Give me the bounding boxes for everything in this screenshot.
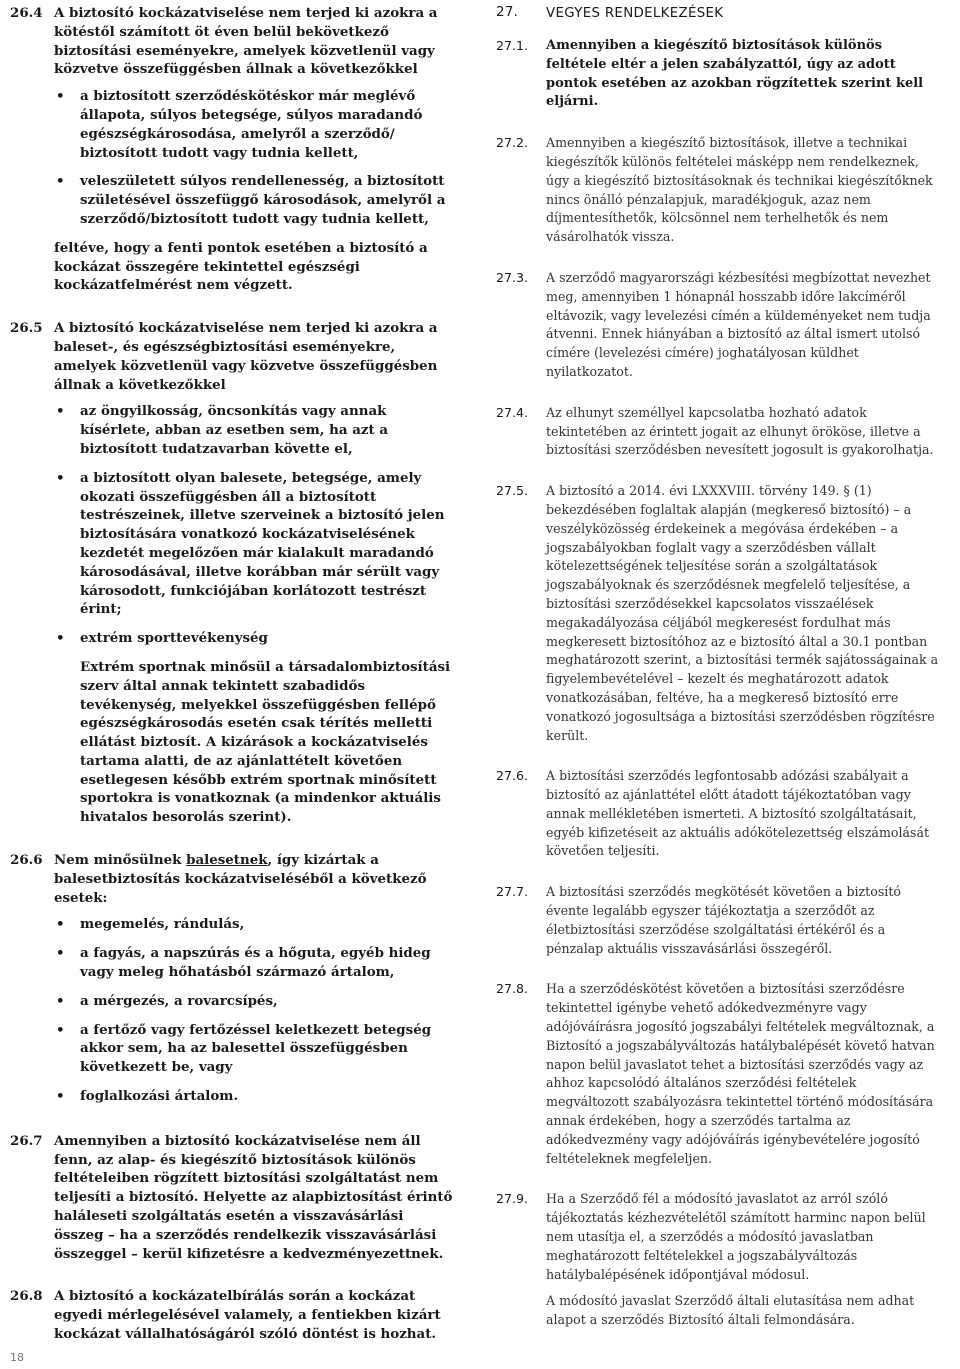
section-number: 26.8: [10, 1288, 43, 1305]
bullet-icon: •: [56, 469, 65, 486]
right-sections: [496, 37, 941, 1338]
bullet-icon: •: [56, 1088, 65, 1105]
bullet-icon: •: [56, 88, 65, 105]
bullet-icon: •: [56, 916, 65, 933]
section-26-4: [10, 4, 455, 303]
section-number: 27.6.: [496, 768, 529, 784]
list-item: • megemelés, rándulás,: [56, 916, 245, 933]
bullet-icon: •: [56, 1021, 65, 1038]
chapter-number: 27.: [496, 5, 519, 20]
paragraph: Amennyiben a kiegészítő biztosítások, illetve a technikai kiegészítők különös feltételei másképp nem rendelkeznek, úgy a kiegészítő biztosításoknak és technikai kiegészítőknek nincs önálló pénzalapjuk, maradékjoguk, azaz nem díjmentesíthetők, kölcsönnel nem terhelhetők és nem vásárolhatók vissza.: [546, 135, 933, 245]
list-item: • extrém sporttevékenység: [56, 630, 268, 647]
section-number: 26.4: [10, 5, 43, 21]
section-body: [54, 4, 455, 303]
paragraph: Ha a szerződéskötést követően a biztosítási szerződésre tekintettel igénybe vehető adókedvezményre vagy adójóváírásra jogosító jogszabályi feltételek megváltoznak, a Biztosító a jogszabályváltozás hatálybalépését követő hatvan napon belül javaslatot tehet a biztosítási szerződés vagy az ahhoz kapcsolódó általános szerződési feltételek megváltozott szabályozásra tekintettel történő módosítására annak érdekében, hogy a szerződés tartalma az adókedvezmény vagy adójóváírás igénybevételére jogosító feltételeknek megfeleljen.: [546, 981, 935, 1166]
section-body: [546, 767, 941, 869]
chapter-title: VEGYES RENDELKEZÉSEK: [546, 6, 724, 21]
paragraph: Az elhunyt személlyel kapcsolatba hozható adatok tekintetében az érintett jogait az elhunyt örököse, illetve a biztosítási szerződésben nevesített jogosult is gyakorolhatja.: [546, 404, 934, 458]
section-number: 27.8.: [496, 981, 529, 997]
section-26-7: [10, 1132, 455, 1272]
section-number: 27.9.: [496, 1191, 529, 1207]
section-body: [54, 319, 455, 835]
section-body: [546, 134, 941, 255]
paragraph: A módosító javaslat Szerződő általi elutasítása nem adhat alapot a szerződés Biztosító általi felmondására.: [546, 1293, 915, 1328]
section-body: [546, 404, 941, 468]
section-number: 26.6: [10, 852, 43, 869]
list-item: • veleszületett súlyos rendellenesség, a biztosított születésével összefüggő károsodások, amelyről a szerződő/biztosított tudott vagy tudnia kellett,: [56, 173, 446, 227]
bullet-icon: •: [56, 173, 65, 190]
underlined-term: balesetnek: [186, 852, 268, 869]
bullet-list: [54, 87, 455, 229]
section-27-1: [496, 37, 941, 120]
extreme-sport-note: Extrém sportnak minősül a társadalombiztosítási szerv által annak tekintett szabadidős tevékenység, melyekkel összefüggésben fellépő egészségkárosodás esetén csak térítés melletti ellátást biztosít. A kizárások a kockázatviselés tartama alatti, de az ajánlattételt követően esetlegesen később extrém sportnak minősített sportokra is vonatkoznak (a mindenkor aktuális hivatalos besorolás szerint).: [80, 658, 451, 826]
section-intro: Nem minősülnek balesetnek, így kizártak a balesetbiztosítás kockázatviseléséből a következő esetek:: [54, 852, 427, 906]
list-item: • a biztosított szerződéskötéskor már meglévő állapota, súlyos betegsége, súlyos maradandó egészségkárosodása, amelyről a szerződő/ biztosított tudott vagy tudnia kellett,: [56, 88, 423, 161]
section-27-2: [496, 134, 941, 255]
section-intro: A biztosító kockázatviselése nem terjed ki azokra a kötéstől számított öt éven belül bekövetkező biztosítási eseményekre, amelyek közvetlenül vagy közvetve összefüggésben állnak a következőkkel: [54, 5, 438, 78]
section-27-8: [496, 980, 941, 1176]
section-27-4: [496, 404, 941, 468]
section-26-6: [10, 851, 455, 1116]
bullet-list: [54, 915, 455, 1105]
list-item: • a biztosított olyan balesete, betegsége, amely okozati összefüggésben áll a biztosított testrészeinek, illetve szerveinek a biztosító jelen biztosítására vonatkozó kockázatviselésének kezdetét megelőzően már kialakult maradandó károsodásával, illetve korábban már sérült vagy károsodott, funkciójában korlátozott testrészt érint;: [56, 469, 445, 618]
section-body: [546, 1190, 941, 1338]
section-body: [546, 980, 941, 1176]
section-intro: A biztosító kockázatviselése nem terjed ki azokra a baleset-, és egészségbiztosítási eseményekre, amelyek közvetlenül vagy közvetve összefüggésben állnak a következőkkel: [54, 320, 438, 393]
bullet-icon: •: [56, 630, 65, 647]
section-number: 27.1.: [496, 38, 529, 53]
section-27-5: [496, 482, 941, 753]
section-number: 27.2.: [496, 135, 529, 151]
paragraph: Amennyiben a kiegészítő biztosítások különös feltétele eltér a jelen szabályzattól, úgy az adott pontok esetében az azokban rögzítettek szerint kell eljárni.: [546, 38, 924, 110]
list-item: • a fertőző vagy fertőzéssel keletkezett betegség akkor sem, ha az balesettel összefüggésben következett be, vagy: [56, 1021, 432, 1076]
right-column: [496, 4, 941, 1352]
paragraph: A biztosító a 2014. évi LXXXVIII. törvény 149. § (1) bekezdésében foglaltak alapján (megkereső biztosító) – a veszélyközösség érdekeinek a megóvása érdekében – a jogszabályokban foglalt vagy a szerződésben vállalt kötelezettségének teljesítése során a szolgáltatások jogszabályoknak és szerződésnek megfelelő teljesítése, a biztosítási szerződésekkel kapcsolatos visszaélések megakadályozása céljából megkeresést fordulhat más megkeresett biztosítóhoz az e biztosító által a 30.1 pontban meghatározott szerint, a biztosítási termék sajátosságainak a figyelembevételével – kezelt és meghatározott adatok vonatkozásában, feltéve, ha a megkereső biztosító erre vonatkozó jogosultsága a biztosítási szerződésben rögzítésre került.: [546, 483, 939, 743]
section-body: [546, 269, 941, 390]
section-body: [54, 1287, 455, 1351]
chapter-heading: [496, 4, 941, 23]
list-item: • foglalkozási ártalom.: [56, 1088, 239, 1105]
section-body: [546, 482, 941, 753]
section-number: 27.5.: [496, 483, 529, 499]
section-number: 27.7.: [496, 884, 529, 900]
section-26-5: [10, 319, 455, 835]
paragraph: A biztosítási szerződés megkötését követően a biztosító évente legalább egyszer tájékoztatja a szerződőt az életbiztosítási szerződése szolgáltatási értékéről és a pénzalap aktuális visszavásárlási összegéről.: [546, 884, 901, 956]
section-text: Amennyiben a biztosító kockázatviselése nem áll fenn, az alap- és kiegészítő biztosítások különös feltételeiben rögzített biztosítási szolgáltatást nem teljesíti a biztosító. Helyette az alapbiztosítást érintő haláleseti szolgáltatás esetén a visszavásárlási összeg – ha a szerződés rendelkezik visszavásárlási összeggel – kerül kifizetésre a kedvezményezettnek.: [54, 1132, 453, 1262]
section-outro: feltéve, hogy a fenti pontok esetében a biztosító a kockázat összegére tekintettel egészségi kockázatfelmérést nem végzett.: [54, 239, 428, 294]
list-item: • a mérgezés, a rovarcsípés,: [56, 992, 278, 1009]
bullet-list: [54, 402, 455, 648]
section-body: [54, 1132, 455, 1272]
list-item: • a fagyás, a napszúrás és a hőguta, egyéb hideg vagy meleg hőhatásból származó ártalom,: [56, 945, 431, 981]
section-body: [54, 851, 455, 1116]
section-26-8: [10, 1287, 455, 1351]
bullet-icon: •: [56, 945, 65, 962]
section-27-3: [496, 269, 941, 390]
section-27-7: [496, 883, 941, 966]
bullet-icon: •: [56, 403, 65, 420]
section-body: [546, 883, 941, 966]
page-number: 18: [10, 1351, 24, 1364]
paragraph: A szerződő magyarországi kézbesítési megbízottat nevezhet meg, amennyiben 1 hónapnál hosszabb időre lakcíméről eltávozik, vagy levelezési címén a küldeményeket nem tudja átvenni. Ennek hiányában a biztosító az által ismert utolsó címére (levelezési címére) joghatályosan küldhet nyilatkozatot.: [546, 269, 931, 379]
section-number: 26.5: [10, 320, 43, 337]
section-text: A biztosító a kockázatelbírálás során a kockázat egyedi mérlegelésével valamely, a fentiekben kizárt kockázat vállalhatóságáról szóló döntést is hozhat.: [54, 1288, 441, 1343]
section-number: 26.7: [10, 1132, 43, 1149]
section-27-9: [496, 1190, 941, 1338]
section-number: 27.3.: [496, 269, 529, 285]
section-27-6: [496, 767, 941, 869]
section-body: [546, 37, 941, 120]
paragraph: A biztosítási szerződés legfontosabb adózási szabályait a biztosító az ajánlattétel előtt átadott tájékoztatóban vagy annak mellékletében ismerteti. A biztosító szolgáltatásait, egyéb kifizetéseit az aktuális adókötelezettség elszámolását követően teljesíti.: [546, 768, 930, 859]
section-number: 27.4.: [496, 404, 529, 420]
list-item: • az öngyilkosság, öncsonkítás vagy annak kísérlete, abban az esetben sem, ha azt a biztosított tudatzavarban követte el,: [56, 403, 389, 457]
bullet-icon: •: [56, 992, 65, 1009]
paragraph: Ha a Szerződő fél a módosító javaslatot az arról szóló tájékoztatás kézhezvételétől számított harminc napon belül nem utasítja el, a szerződés a módosító javaslatban meghatározott feltételekkel a jogszabályváltozás hatálybalépésének időpontjával módosul.: [546, 1191, 926, 1282]
left-column: [10, 4, 455, 1368]
